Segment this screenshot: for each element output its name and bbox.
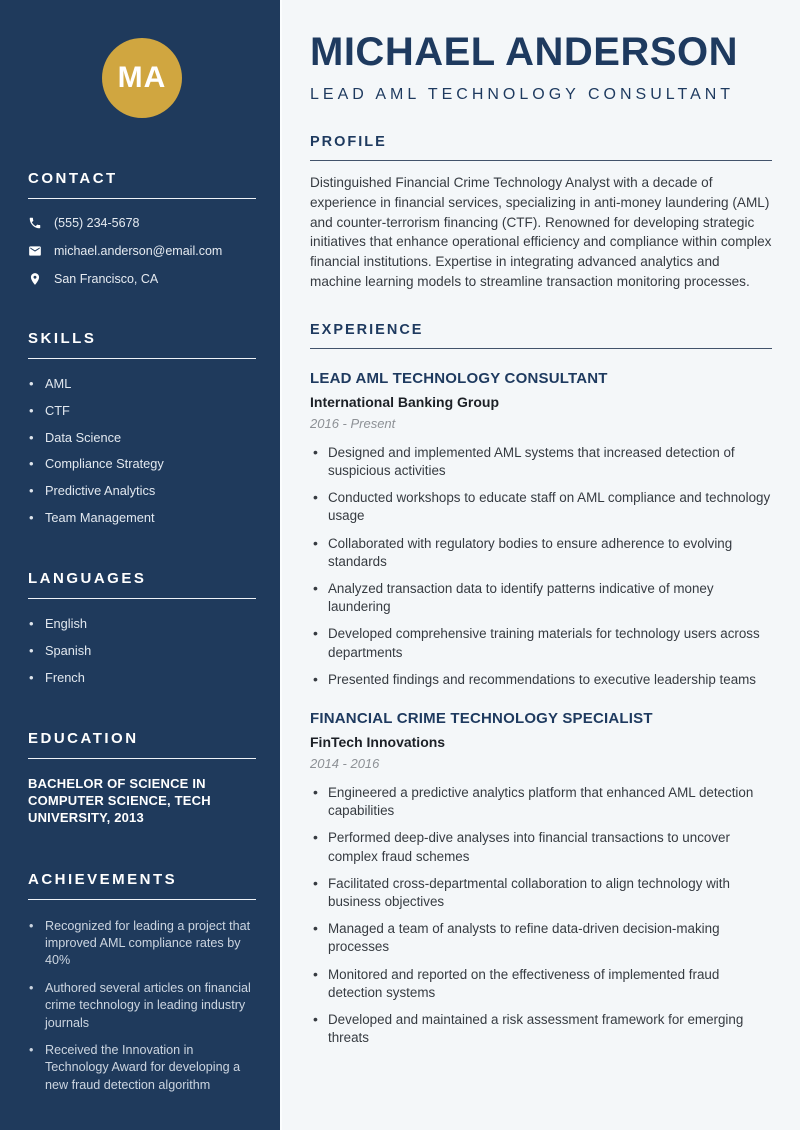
languages-list bbox=[28, 615, 256, 686]
skills-divider bbox=[28, 358, 256, 359]
skill-item: • CTF bbox=[28, 402, 256, 419]
resume-main bbox=[282, 0, 800, 1130]
contact-divider bbox=[28, 198, 256, 199]
profile-section bbox=[310, 134, 772, 292]
degree-text: BACHELOR OF SCIENCE IN COMPUTER SCIENCE, TECH UNIVERSITY, 2013 bbox=[28, 775, 211, 826]
education-section bbox=[28, 730, 256, 827]
education-divider bbox=[28, 758, 256, 759]
job-bullet: • Analyzed transaction data to identify patterns indicative of money laundering bbox=[310, 580, 772, 616]
profile-divider bbox=[310, 160, 772, 161]
avatar-initials: MA bbox=[117, 61, 167, 94]
contact-heading: CONTACT bbox=[28, 170, 118, 187]
achievements-divider bbox=[28, 899, 256, 900]
job-bullet: • Designed and implemented AML systems that increased detection of suspicious activities bbox=[310, 444, 772, 480]
job-bullet: • Monitored and reported on the effectiveness of implemented fraud detection systems bbox=[310, 966, 772, 1002]
experience-section bbox=[310, 322, 772, 1048]
job-bullet-list bbox=[310, 444, 772, 689]
job-bullet: • Facilitated cross-departmental collaboration to align technology with business objectives bbox=[310, 875, 772, 911]
experience-divider bbox=[310, 348, 772, 349]
achievement-item: • Authored several articles on financial crime technology in leading industry journals bbox=[28, 980, 256, 1032]
contact-phone-row bbox=[28, 216, 256, 230]
avatar bbox=[102, 38, 182, 118]
achievements-heading: ACHIEVEMENTS bbox=[28, 870, 178, 888]
phone-number: (555) 234-5678 bbox=[54, 216, 140, 230]
avatar-wrap bbox=[28, 38, 256, 118]
job-company: International Banking Group bbox=[310, 393, 500, 410]
person-name: MICHAEL ANDERSON bbox=[310, 30, 739, 74]
achievements-section bbox=[28, 871, 256, 1094]
job-bullet: • Performed deep-dive analyses into financial transactions to uncover complex fraud schemes bbox=[310, 829, 772, 865]
skill-item: • AML bbox=[28, 375, 256, 392]
skills-list bbox=[28, 375, 256, 526]
sidebar bbox=[0, 0, 282, 1130]
job-bullet: • Conducted workshops to educate staff on AML compliance and technology usage bbox=[310, 489, 772, 525]
job-dates: 2014 - 2016 bbox=[310, 756, 380, 772]
job-bullet: • Collaborated with regulatory bodies to ensure adherence to evolving standards bbox=[310, 535, 772, 571]
job-company: FinTech Innovations bbox=[310, 734, 446, 751]
skills-section bbox=[28, 330, 256, 526]
profile-text: Distinguished Financial Crime Technology Analyst with a decade of experience in financial services, specializing in anti-money laundering (AML) and counter-terrorism financing (CTF). Renowned for developing strategic initiatives that enhance operational efficiency and compliance within complex financial institutions. Expertise in integrating advanced analytics and machine learning models to streamline transaction monitoring processes. bbox=[310, 175, 772, 289]
job-title: LEAD AML TECHNOLOGY CONSULTANT bbox=[310, 369, 608, 387]
languages-heading: LANGUAGES bbox=[28, 570, 147, 588]
job-bullet: • Engineered a predictive analytics platform that enhanced AML detection capabilities bbox=[310, 784, 772, 820]
job-bullet-list bbox=[310, 784, 772, 1047]
phone-icon bbox=[28, 216, 42, 230]
skill-item: • Data Science bbox=[28, 429, 256, 446]
profile-heading: PROFILE bbox=[310, 134, 387, 150]
job-title: FINANCIAL CRIME TECHNOLOGY SPECIALIST bbox=[310, 710, 653, 728]
person-title: LEAD AML TECHNOLOGY CONSULTANT bbox=[310, 86, 735, 103]
contact-section bbox=[28, 170, 256, 286]
achievements-list bbox=[28, 918, 256, 1094]
location-pin-icon bbox=[28, 272, 42, 286]
email-address: michael.anderson@email.com bbox=[54, 244, 223, 258]
location-text: San Francisco, CA bbox=[54, 272, 159, 286]
skill-item: • Team Management bbox=[28, 509, 256, 526]
job-bullet: • Developed comprehensive training materials for technology users across departments bbox=[310, 625, 772, 661]
job-bullet: • Managed a team of analysts to refine data-driven decision-making processes bbox=[310, 920, 772, 956]
languages-section bbox=[28, 570, 256, 686]
education-heading: EDUCATION bbox=[28, 729, 139, 747]
skill-item: • Predictive Analytics bbox=[28, 482, 256, 499]
languages-divider bbox=[28, 598, 256, 599]
achievement-item: • Recognized for leading a project that improved AML compliance rates by 40% bbox=[28, 918, 256, 970]
achievement-item: • Received the Innovation in Technology Award for developing a new fraud detection algorithm bbox=[28, 1042, 256, 1094]
experience-heading: EXPERIENCE bbox=[310, 321, 424, 338]
contact-email-row bbox=[28, 244, 256, 258]
contact-location-row bbox=[28, 272, 256, 286]
skills-heading: SKILLS bbox=[28, 330, 97, 347]
language-item: • French bbox=[28, 669, 256, 686]
language-item: • Spanish bbox=[28, 642, 256, 659]
job-entry bbox=[310, 710, 772, 1047]
skill-item: • Compliance Strategy bbox=[28, 455, 256, 472]
job-bullet: • Presented findings and recommendations to executive leadership teams bbox=[310, 671, 772, 689]
job-dates: 2016 - Present bbox=[310, 415, 396, 431]
language-item: • English bbox=[28, 615, 256, 632]
job-entry bbox=[310, 370, 772, 689]
job-bullet: • Developed and maintained a risk assessment framework for emerging threats bbox=[310, 1011, 772, 1047]
contact-list bbox=[28, 216, 256, 286]
envelope-icon bbox=[28, 244, 42, 258]
